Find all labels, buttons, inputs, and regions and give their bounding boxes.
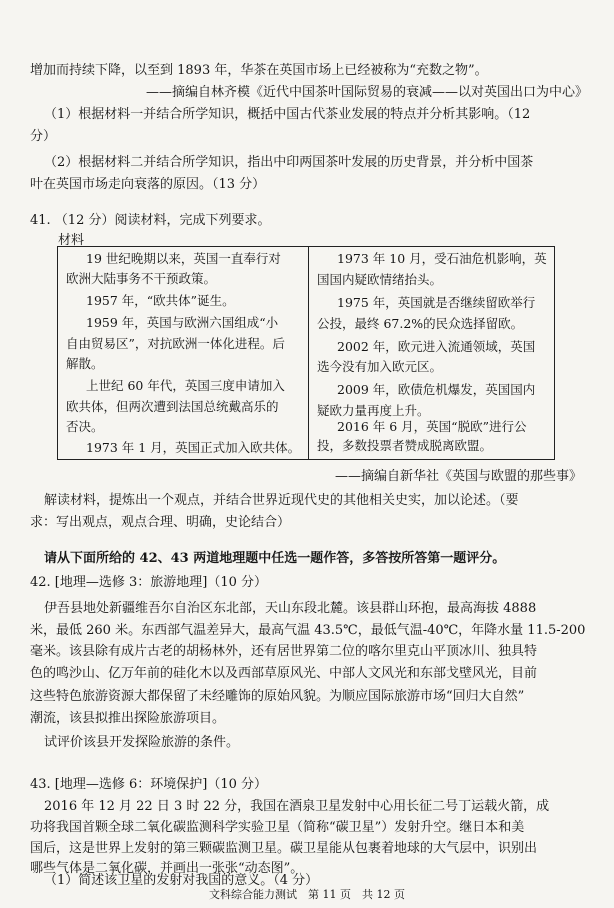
question-title: 43. [地理—选修 6：环境保护]（10 分）: [30, 777, 268, 792]
table-line: 解散。: [66, 356, 104, 371]
table-left-column: [58, 247, 309, 459]
paragraph-line: 这些特色旅游资源大都保留了未经雕饰的原始风貌。为顺应国际旅游市场“回归大自然”: [30, 689, 525, 704]
material-table: [57, 246, 555, 460]
task-text: 求：写出观点，观点合理、明确，史论结合）: [30, 515, 291, 530]
table-line: 1975 年，英国就是否继续留欧举行: [337, 295, 536, 310]
choice-instruction: 请从下面所给的 42、43 两道地理题中任选一题作答，多答按所答第一题评分。: [44, 551, 506, 566]
table-line: 1959 年，英国与欧洲六国组成“小: [86, 315, 279, 330]
sub-question: （1）简述该卫星的发射对我国的意义。（4 分）: [44, 873, 319, 888]
table-line: 投，多数投票者赞成脱离欧盟。: [317, 438, 493, 453]
table-line: 否决。: [66, 419, 104, 434]
question-text: （2）根据材料二并结合所学知识，指出中印两国茶叶发展的历史背景，并分析中国茶: [44, 155, 534, 170]
text-line: 增加而持续下降，以至到 1893 年，华茶在英国市场上已经被称为“充数之物”。: [30, 63, 488, 78]
source-citation: ——摘编自新华社《英国与欧盟的那些事》: [334, 469, 582, 484]
paragraph-line: 伊吾县地处新疆维吾尔自治区东北部，天山东段北麓。该县群山环抱，最高海拔 4888: [44, 601, 537, 616]
question-text: 叶在英国市场走向衰落的原因。（13 分）: [30, 177, 266, 192]
material-label: 材料: [58, 233, 85, 248]
paragraph-line: 哪些气体是二氧化碳，并画出一张张“动态图”。: [30, 861, 304, 876]
page-footer: 文科综合能力测试 第 11 页 共 12 页: [209, 888, 405, 901]
paragraph-line: 米，最低 260 米。东西部气温差异大，最高气温 43.5℃，最低气温-40℃，年降水量 11.5-200: [30, 623, 586, 638]
table-line: 自由贸易区”，对抗欧洲一体化进程。后: [66, 336, 285, 351]
paragraph-line: 潮流，该县拟推出探险旅游项目。: [30, 711, 226, 726]
source-citation: ——摘编自林齐模《近代中国茶叶国际贸易的衰减——以对英国出口为中心》: [145, 85, 588, 100]
paragraph-line: 色的鸣沙山、亿万年前的硅化木以及西部草原风光、中部人文风光和东部戈壁风光，目前: [30, 666, 538, 681]
task-text: 试评价该县开发探险旅游的条件。: [44, 735, 240, 750]
paragraph-line: 毫米。该县除有成片古老的胡杨林外，还有居世界第二位的喀尔里克山平顶冰川、独具特: [30, 644, 538, 659]
table-line: 2016 年 6 月，英国“脱欧”进行公: [337, 419, 527, 434]
table-line: 2002 年，欧元进入流通领域，英国: [337, 339, 536, 354]
question-text: 分）: [30, 129, 57, 144]
table-line: 上世纪 60 年代，英国三度申请加入: [86, 378, 285, 393]
table-line: 国国内疑欧情绪抬头。: [317, 272, 443, 287]
table-line: 1973 年 1 月，英国正式加入欧共体。: [86, 440, 301, 455]
paragraph-line: 国后，这是世界上发射的第三颗碳监测卫星。碳卫星能从包裹着地球的大气层中，识别出: [30, 841, 538, 856]
table-line: 欧洲大陆事务不干预政策。: [66, 271, 217, 286]
table-line: 2009 年，欧债危机爆发，英国国内: [337, 382, 536, 397]
question-title: 42. [地理—选修 3：旅游地理]（10 分）: [30, 575, 268, 590]
table-line: 1973 年 10 月，受石油危机影响，英: [337, 251, 547, 266]
table-right-column: [309, 247, 554, 459]
table-line: 选今没有加入欧元区。: [317, 359, 443, 374]
question-title: 41. （12 分）阅读材料，完成下列要求。: [30, 213, 271, 228]
task-text: 解读材料，提炼出一个观点，并结合世界近现代史的其他相关史实，加以论述。（要: [44, 493, 519, 508]
table-line: 1957 年，“欧共体”诞生。: [86, 293, 235, 308]
table-line: 公投，最终 67.2%的民众选择留欧。: [317, 316, 524, 331]
table-line: 疑欧力量再度上升。: [317, 403, 430, 418]
table-line: 19 世纪晚期以来，英国一直奉行对: [86, 251, 281, 266]
paragraph-line: 功将我国首颗全球二氧化碳监测科学实验卫星（简称“碳卫星”）发射升空。继日本和美: [30, 820, 525, 835]
question-text: （1）根据材料一并结合所学知识，概括中国古代茶业发展的特点并分析其影响。（12: [44, 107, 531, 122]
paragraph-line: 2016 年 12 月 22 日 3 时 22 分，我国在酒泉卫星发射中心用长征二号丁运载火箭，成: [44, 799, 550, 814]
table-line: 欧共体，但两次遭到法国总统戴高乐的: [66, 399, 279, 414]
